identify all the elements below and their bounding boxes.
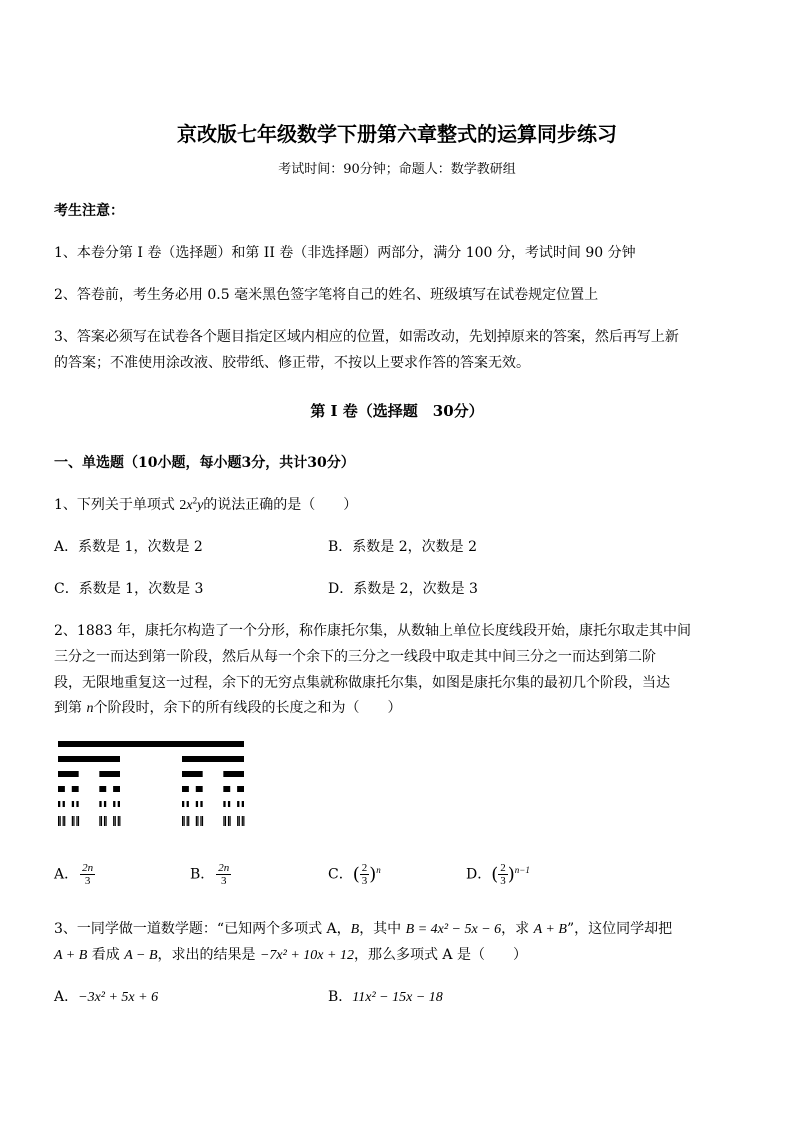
cantor-segment <box>78 816 79 826</box>
cantor-segment <box>182 756 244 762</box>
cantor-segment <box>113 786 120 792</box>
q2-option-a[interactable]: A． $\frac{2n}{3}$ <box>54 862 94 887</box>
notice-item-3: 3、答案必须写在试卷各个题目指定区域内相应的位置，如需改动，先划掉原来的答案，然后再写上新 <box>54 329 679 345</box>
cantor-segment <box>64 816 65 826</box>
cantor-segment <box>58 741 244 747</box>
cantor-segment <box>72 816 73 826</box>
cantor-segment <box>104 816 105 826</box>
cantor-segment <box>101 816 102 826</box>
cantor-segment <box>58 816 59 826</box>
cantor-segment <box>187 816 188 826</box>
cantor-segment <box>225 816 226 826</box>
cantor-segment <box>118 801 120 807</box>
cantor-segment <box>104 801 106 807</box>
question-3-line-1: 3、一同学做一道数学题：“已知两个多项式 A，B，其中 B = 4x² − 5x − 6，求 A + B”，这位同学却把 <box>54 921 673 937</box>
cantor-segment <box>242 816 243 826</box>
cantor-segment <box>188 816 189 826</box>
cantor-set-figure <box>58 740 248 836</box>
cantor-segment <box>228 801 230 807</box>
q1-option-a[interactable]: A．系数是 1，次数是 2 <box>54 539 203 555</box>
cantor-segment <box>237 816 238 826</box>
question-2-line-1: 2、1883 年，康托尔构造了一个分形，称作康托尔集，从数轴上单位长度线段开始，康托尔取走其中间 <box>54 623 691 639</box>
part-heading: 一、单选题（10小题，每小题3分，共计30分） <box>54 455 355 471</box>
cantor-segment <box>63 801 65 807</box>
cantor-segment <box>76 801 78 807</box>
cantor-segment <box>200 801 202 807</box>
cantor-segment <box>99 771 120 777</box>
cantor-segment <box>58 756 120 762</box>
cantor-segment <box>196 816 197 826</box>
cantor-segment <box>202 816 203 826</box>
cantor-segment <box>196 801 198 807</box>
notice-heading: 考生注意： <box>54 203 124 219</box>
fraction: $\frac{2}{3}$ <box>500 862 506 887</box>
cantor-segment <box>99 786 106 792</box>
notice-item-3-cont: 的答案；不准使用涂改液、胶带纸、修正带，不按以上要求作答的答案无效。 <box>54 355 530 371</box>
cantor-segment <box>182 816 183 826</box>
cantor-segment <box>197 816 198 826</box>
cantor-segment <box>113 801 115 807</box>
cantor-segment <box>223 801 225 807</box>
question-2-line-4: 到第 n个阶段时，余下的所有线段的长度之和为（ ） <box>54 700 402 716</box>
cantor-segment <box>182 786 189 792</box>
question-2-line-2: 三分之一而达到第一阶段，然后从每一个余下的三分之一线段中取走其中间三分之一而达到第二阶 <box>54 649 656 665</box>
q2-option-b[interactable]: B． $\frac{2n}{3}$ <box>190 862 230 887</box>
question-1-stem: 1、下列关于单项式 $2x^2y$的说法正确的是（ ） <box>54 495 358 513</box>
cantor-segment <box>223 771 244 777</box>
cantor-segment <box>99 801 101 807</box>
fraction: $\frac{2}{3}$ <box>361 862 368 887</box>
question-2-line-3: 段，无限地重复这一过程，余下的无穷点集就称做康托尔集，如图是康托尔集的最初几个阶段，当达 <box>54 675 670 691</box>
cantor-segment <box>72 786 79 792</box>
cantor-segment <box>223 786 230 792</box>
notice-item-2: 2、答卷前，考生务必用 0.5 毫米黑色签字笔将自己的姓名、班级填写在试卷规定位置上 <box>54 287 599 303</box>
q3-option-b[interactable]: B．11x² − 15x − 18 <box>328 989 443 1005</box>
cantor-segment <box>223 816 224 826</box>
cantor-segment <box>73 816 74 826</box>
cantor-segment <box>99 816 100 826</box>
cantor-segment <box>182 801 184 807</box>
q1-option-b[interactable]: B．系数是 2，次数是 2 <box>328 539 478 555</box>
cantor-segment <box>196 786 203 792</box>
cantor-segment <box>229 816 230 826</box>
cantor-segment <box>182 771 203 777</box>
cantor-segment <box>187 801 189 807</box>
q1-option-d[interactable]: D．系数是 2，次数是 3 <box>328 581 478 597</box>
cantor-segment <box>72 801 74 807</box>
cantor-segment <box>228 816 229 826</box>
q2-option-c[interactable]: C．( $\frac{2}{3}$ )$^n$ <box>328 862 381 887</box>
cantor-segment <box>60 816 61 826</box>
cantor-segment <box>237 801 239 807</box>
cantor-segment <box>184 816 185 826</box>
q1-option-c[interactable]: C．系数是 1，次数是 3 <box>54 581 204 597</box>
cantor-segment <box>76 816 77 826</box>
cantor-segment <box>58 771 79 777</box>
fraction: $\frac{2n}{3}$ <box>218 862 230 887</box>
cantor-segment <box>118 816 119 826</box>
section-title: 第 I 卷（选择题 30分） <box>310 402 484 420</box>
cantor-segment <box>119 816 120 826</box>
cantor-segment <box>200 816 201 826</box>
cantor-segment <box>105 816 106 826</box>
q2-option-d[interactable]: D．( $\frac{2}{3}$ )$^{n-1}$ <box>466 862 530 887</box>
q3-option-a[interactable]: A．−3x² + 5x + 6 <box>54 989 159 1005</box>
cantor-segment <box>63 816 64 826</box>
cantor-segment <box>242 801 244 807</box>
notice-item-1: 1、本卷分第 I 卷（选择题）和第 II 卷（非选择题）两部分，满分 100 分，考试时间 90 分钟 <box>54 245 636 261</box>
exam-info: 考试时间：90分钟；命题人：数学教研组 <box>278 162 516 177</box>
fraction: $\frac{2n}{3}$ <box>82 862 94 887</box>
cantor-segment <box>58 786 65 792</box>
cantor-segment <box>237 786 244 792</box>
cantor-segment <box>115 816 116 826</box>
question-3-line-2: A + B 看成 A − B，求出的结果是 −7x² + 10x + 12，那么多项式 A 是（ ） <box>54 947 527 963</box>
cantor-segment <box>113 816 114 826</box>
cantor-segment <box>239 816 240 826</box>
page-title: 京改版七年级数学下册第六章整式的运算同步练习 <box>177 122 617 146</box>
cantor-segment <box>58 801 60 807</box>
cantor-segment <box>243 816 244 826</box>
